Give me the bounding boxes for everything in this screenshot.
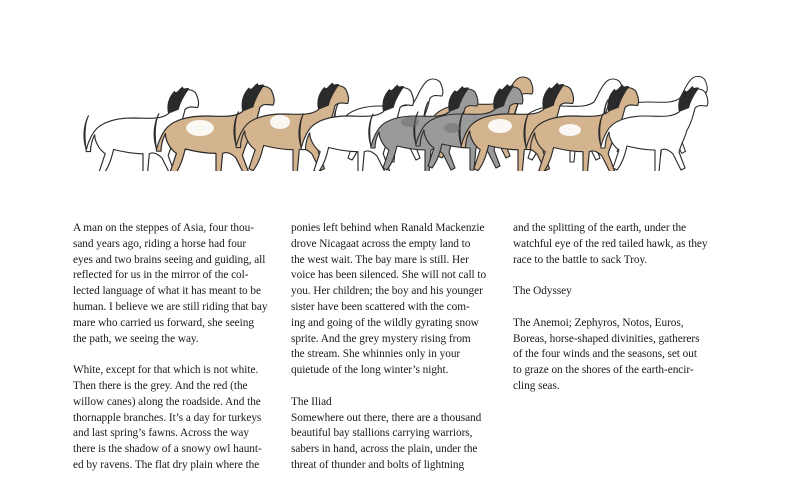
galloping-horses-illustration xyxy=(80,56,710,171)
paragraph: White, except for that which is not white. Then there is the grey. And the red (the willow canes) along the roadside. And the thornapple branches. It’s a day for turkeys and last spring’s fawns. Across the way there is the shadow of a snowy owl haunt- ed by ravens. The flat dry plain where the xyxy=(73,364,262,471)
text-column-3 xyxy=(513,221,725,395)
text-column-1 xyxy=(73,221,285,474)
paragraph: A man on the steppes of Asia, four thou- sand years ago, riding a horse had four eyes and two brains seeing and guiding, all reflected for us in the mirror of the col- lected language of what it has meant to be human. I believe we are still riding that bay mare who carried us forward, she seeing the path, we seeing the way. xyxy=(73,222,268,345)
paragraph: ponies left behind when Ranald Mackenzie drove Nicagaat across the empty land to the west wait. The bay mare is still. Her voice has been silenced. She will not call to you. Her children; the boy and his younger sister have been scattered with the com- ing and going of the wildly gyrating snow sprite. And the grey mystery rising from the stream. She whinnies only in your quietude of the long winter’s night. xyxy=(291,222,487,377)
text-column-2 xyxy=(291,221,503,474)
paragraph: and the splitting of the earth, under the watchful eye of the red tailed hawk, as they race to the battle to sack Troy. xyxy=(513,222,708,266)
paragraph: The Anemoi; Zephyros, Notos, Euros, Boreas, horse-shaped divinities, gatherers of the four winds and the seasons, set out to graze on the shores of the earth-encir- cling seas. xyxy=(513,316,700,392)
section-heading: The Odyssey xyxy=(513,285,572,298)
paragraph: The Iliad Somewhere out there, there are a thousand beautiful bay stallions carrying warriors, sabers in hand, across the plain, under the threat of thunder and bolts of lightning xyxy=(291,395,482,471)
